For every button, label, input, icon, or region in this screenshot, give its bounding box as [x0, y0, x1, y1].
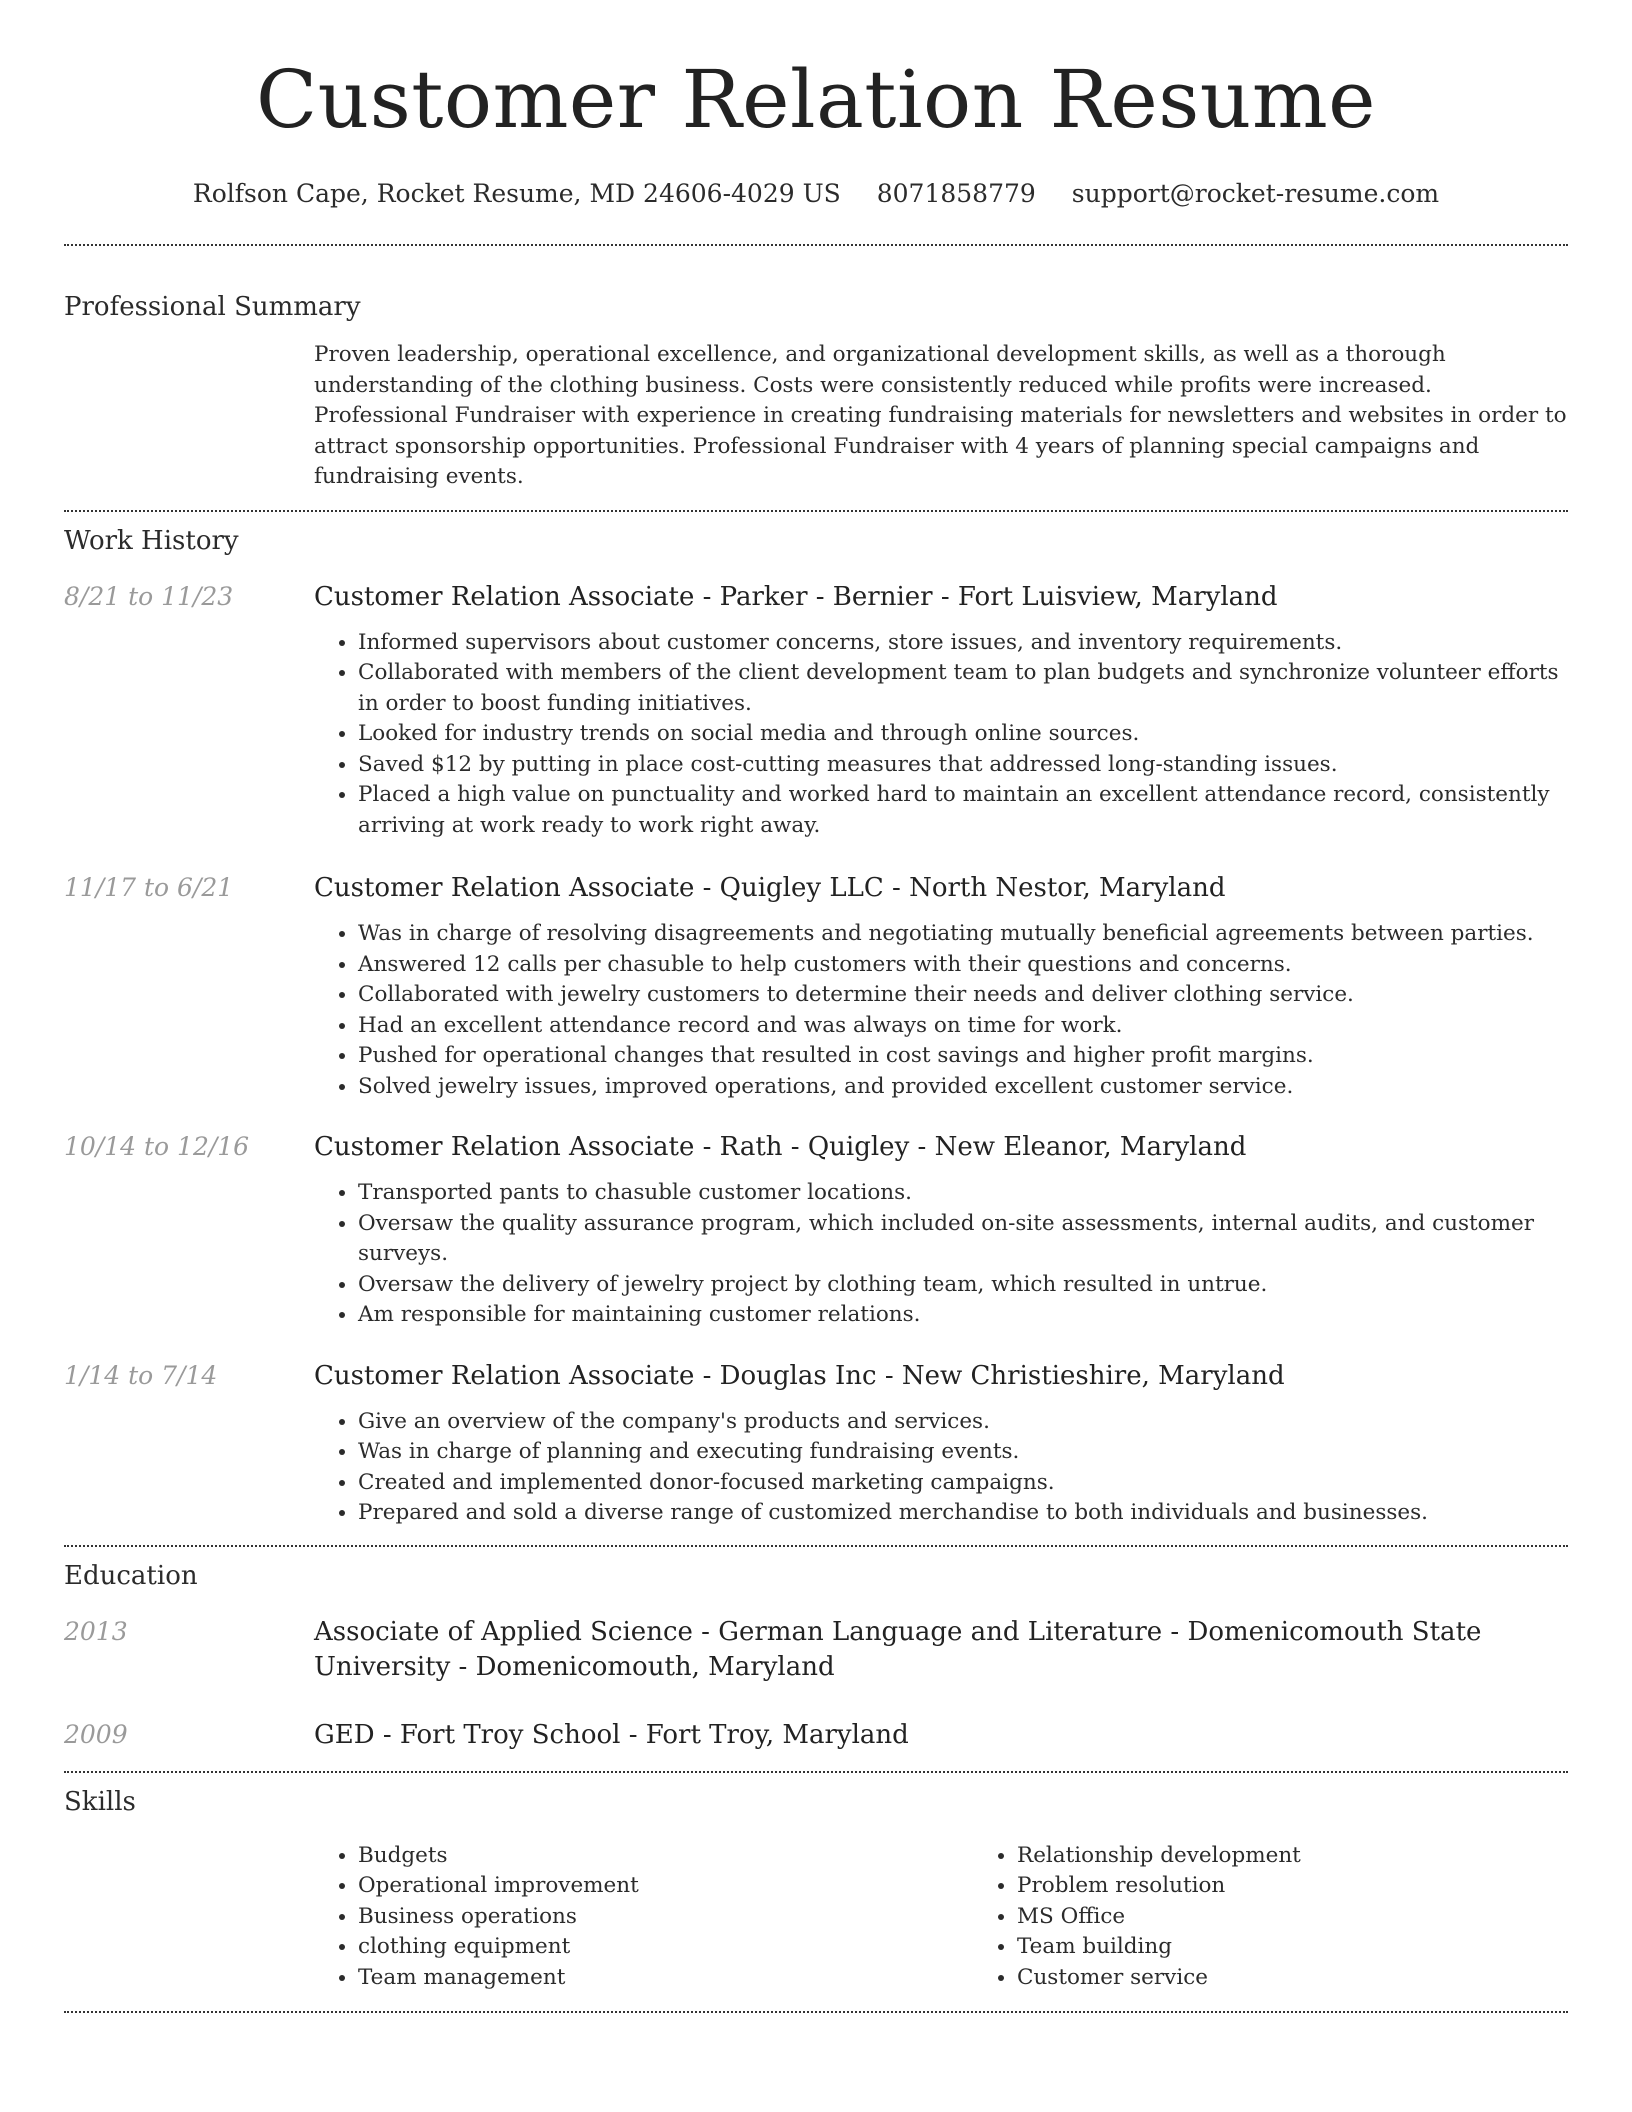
job-bullets: [314, 1178, 1568, 1331]
divider: [64, 510, 1568, 512]
job-title: Customer Relation Associate - Rath - Quigley - New Eleanor, Maryland: [314, 1132, 1247, 1162]
list-item: • Team building: [1017, 1932, 1632, 1963]
education-entry: [64, 1615, 1568, 1685]
divider: [64, 1771, 1568, 1773]
list-item: • Collaborated with jewelry customers to determine their needs and deliver clothing service.: [358, 980, 1568, 1011]
list-item: • Oversaw the delivery of jewelry project by clothing team, which resulted in untrue.: [358, 1270, 1568, 1301]
job-entry: [64, 871, 1568, 1102]
list-item: • Relationship development: [1017, 1841, 1632, 1872]
education-text: Associate of Applied Science - German Language and Literature - Domenicomouth State University - Domenicomouth, Maryland: [314, 1616, 1482, 1682]
list-item: • Transported pants to chasuble customer locations.: [358, 1178, 1568, 1209]
job-title: Customer Relation Associate - Parker - Bernier - Fort Luisview, Maryland: [314, 581, 1278, 612]
job-bullets: [314, 628, 1568, 842]
job-dates: 10/14 to 12/16: [64, 1132, 250, 1161]
list-item: • Customer service: [1017, 1963, 1632, 1994]
divider: [64, 1545, 1568, 1547]
education-year: 2013: [64, 1616, 128, 1646]
education-text: GED - Fort Troy School - Fort Troy, Maryland: [314, 1719, 909, 1750]
list-item: • Operational improvement: [358, 1871, 973, 1902]
list-item: • Placed a high value on punctuality and worked hard to maintain an excellent attendance record, consistently arriving at work ready to work right away.: [358, 780, 1568, 841]
list-item: • Answered 12 calls per chasuble to help customers with their questions and concerns.: [358, 950, 1568, 981]
list-item: • Saved $12 by putting in place cost-cutting measures that addressed long-standing issues.: [358, 750, 1568, 781]
job-dates: 8/21 to 11/23: [64, 581, 234, 611]
list-item: • Solved jewelry issues, improved operations, and provided excellent customer service.: [358, 1072, 1568, 1103]
contact-email: support@rocket-resume.com: [1071, 179, 1440, 208]
list-item: • Budgets: [358, 1841, 973, 1872]
section-title-education: Education: [64, 1560, 198, 1591]
resume-title: Customer Relation Resume: [255, 53, 1377, 146]
list-item: • Am responsible for maintaining customer relations.: [358, 1300, 1568, 1331]
list-item: • clothing equipment: [358, 1932, 973, 1963]
list-item: • Oversaw the quality assurance program, which included on-site assessments, internal audits, and customer surveys.: [358, 1209, 1568, 1270]
list-item: • Problem resolution: [1017, 1871, 1632, 1902]
list-item: • Give an overview of the company's products and services.: [358, 1407, 1568, 1438]
list-item: • MS Office: [1017, 1902, 1632, 1933]
divider: [64, 2011, 1568, 2013]
contact-phone: 8071858779: [876, 179, 1036, 208]
education-section: [64, 1559, 1568, 1753]
job-title: Customer Relation Associate - Douglas Inc - New Christieshire, Maryland: [314, 1360, 1285, 1391]
job-dates: 1/14 to 7/14: [64, 1360, 218, 1390]
job-entry: [64, 580, 1568, 842]
list-item: • Informed supervisors about customer concerns, store issues, and inventory requirements.: [358, 628, 1568, 659]
skills-section: [64, 1785, 1568, 1994]
divider: [64, 244, 1568, 246]
resume-header: [64, 0, 1568, 210]
resume-page: [64, 0, 1568, 2013]
skills-list-right: [973, 1841, 1632, 1994]
summary-section: [64, 290, 1568, 493]
job-entry: [64, 1130, 1568, 1331]
section-title-skills: Skills: [64, 1786, 136, 1817]
list-item: • Looked for industry trends on social media and through online sources.: [358, 719, 1568, 750]
job-entry: [64, 1359, 1568, 1529]
list-item: • Pushed for operational changes that resulted in cost savings and higher profit margins.: [358, 1041, 1568, 1072]
list-item: • Prepared and sold a diverse range of customized merchandise to both individuals and businesses.: [358, 1498, 1568, 1529]
list-item: • Business operations: [358, 1902, 973, 1933]
list-item: • Team management: [358, 1963, 973, 1994]
job-dates: 11/17 to 6/21: [64, 873, 234, 902]
education-entry: [64, 1718, 1568, 1753]
education-year: 2009: [64, 1719, 128, 1749]
section-title-work-history: Work History: [64, 525, 239, 556]
skills-list-left: [314, 1841, 973, 1994]
list-item: • Created and implemented donor-focused marketing campaigns.: [358, 1468, 1568, 1499]
contact-line: [64, 178, 1568, 210]
job-bullets: [314, 1407, 1568, 1529]
list-item: • Had an excellent attendance record and was always on time for work.: [358, 1011, 1568, 1042]
work-history-section: [64, 524, 1568, 1529]
summary-text: Proven leadership, operational excellence, and organizational development skills, as well as a thorough understanding of the clothing business. Costs were consistently reduced while profits were increased. Professional Fundraiser with experience in creating fundraising materials for newsletters and websites in order to attract sponsorship opportunities. Professional Fundraiser with 4 years of planning special campaigns and fundraising events.: [314, 342, 1567, 489]
list-item: • Was in charge of resolving disagreements and negotiating mutually beneficial agreements between parties.: [358, 919, 1568, 950]
job-bullets: [314, 919, 1568, 1102]
list-item: • Was in charge of planning and executing fundraising events.: [358, 1437, 1568, 1468]
list-item: • Collaborated with members of the client development team to plan budgets and synchronize volunteer efforts in order to boost funding initiatives.: [358, 658, 1568, 719]
job-title: Customer Relation Associate - Quigley LLC - North Nestor, Maryland: [314, 873, 1226, 903]
contact-address: Rolfson Cape, Rocket Resume, MD 24606-4029 US: [192, 179, 841, 208]
section-title-summary: Professional Summary: [64, 292, 361, 322]
